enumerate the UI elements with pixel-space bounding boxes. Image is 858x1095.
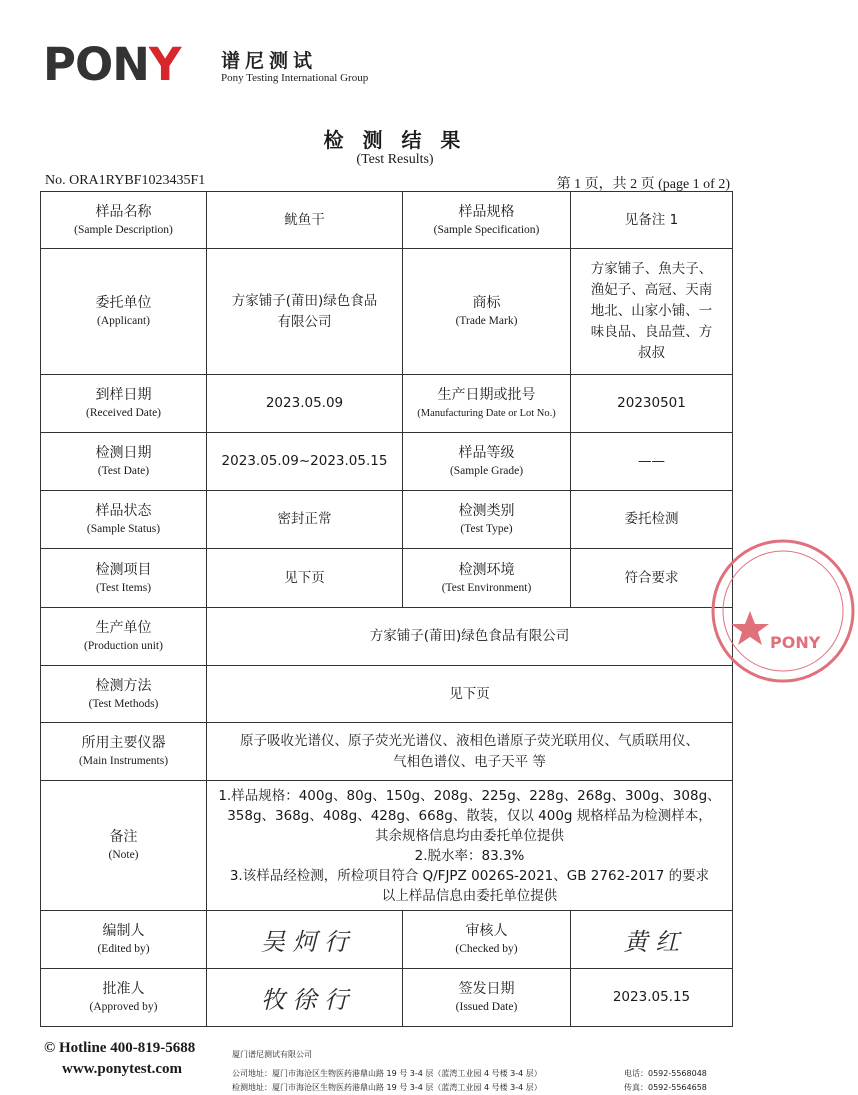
label-edited-by: 编制人 (Edited by) [41, 911, 207, 969]
value-main-instruments: 原子吸收光谱仪、原子荧光光谱仪、液相色谱原子荧光联用仪、气质联用仪、 气相色谱仪、电子天平 等 [207, 723, 733, 781]
value-test-date: 2023.05.09~2023.05.15 [207, 433, 403, 491]
label-test-environment: 检测环境 (Test Environment) [403, 549, 571, 608]
logo-mark [43, 38, 181, 91]
table-row [41, 666, 733, 723]
footer-company: 厦门谱尼测试有限公司 [232, 1050, 312, 1059]
value-applicant: 方家铺子(莆田)绿色食品 有限公司 [207, 249, 403, 375]
seal-text: PONY [770, 633, 821, 652]
footer-tel: 电话：0592-5568048 [624, 1069, 707, 1078]
footer-hotline: © Hotline 400-819-5688 [44, 1040, 196, 1056]
label-received-date: 到样日期 (Received Date) [41, 375, 207, 433]
label-trade-mark: 商标 (Trade Mark) [403, 249, 571, 375]
label-sample-status: 样品状态 (Sample Status) [41, 491, 207, 549]
logo-text: PONY [43, 38, 181, 91]
seal-star-icon [731, 611, 769, 645]
value-test-items: 见下页 [207, 549, 403, 608]
footer-address-2: 检测地址：厦门市海沧区生物医药港鼎山路 19 号 3-4 层（蓝湾工业园 4 号楼 3-4 层） [232, 1083, 542, 1092]
value-test-type: 委托检测 [571, 491, 733, 549]
page-info: 第 1 页，共 2 页 (page 1 of 2) [556, 177, 730, 192]
value-test-methods: 见下页 [207, 666, 733, 723]
label-production-unit: 生产单位 (Production unit) [41, 608, 207, 666]
value-manufacturing-date: 20230501 [571, 375, 733, 433]
signature-checked-by: 黄 红 [571, 911, 733, 969]
table-row [41, 433, 733, 491]
value-sample-grade: —— [571, 433, 733, 491]
value-sample-specification: 见备注 1 [571, 192, 733, 249]
label-sample-description: 样品名称 (Sample Description) [41, 192, 207, 249]
label-test-methods: 检测方法 (Test Methods) [41, 666, 207, 723]
company-name-en: Pony Testing International Group [221, 72, 369, 84]
table-row [41, 375, 733, 433]
label-sample-grade: 样品等级 (Sample Grade) [403, 433, 571, 491]
label-approved-by: 批准人 (Approved by) [41, 969, 207, 1027]
label-main-instruments: 所用主要仪器 (Main Instruments) [41, 723, 207, 781]
table-row [41, 192, 733, 249]
table-row [41, 491, 733, 549]
label-sample-specification: 样品规格 (Sample Specification) [403, 192, 571, 249]
label-test-items: 检测项目 (Test Items) [41, 549, 207, 608]
value-note: 1.样品规格：400g、80g、150g、208g、225g、228g、268g、300g、308g、 358g、368g、408g、428g、668g、散装，仅以 400g 规格样品为检测样本， 其余规格信息均由委托单位提供 2.脱水率：83.3% 3.该样品经检测，所检项目符合 Q/FJPZ 0026S-2021、GB 2762-2017 的要求 以上样品信息由委托单位提供 [207, 781, 733, 911]
page-title: 检 测 结 果 [323, 128, 467, 152]
table-row [41, 249, 733, 375]
value-trade-mark: 方家铺子、魚夫子、 渔妃子、高冠、天南 地北、山家小铺、一 味良品、良品萱、方 叔叔 [571, 249, 733, 375]
value-issued-date: 2023.05.15 [571, 969, 733, 1027]
value-received-date: 2023.05.09 [207, 375, 403, 433]
value-sample-status: 密封正常 [207, 491, 403, 549]
value-test-environment: 符合要求 [571, 549, 733, 608]
table-row [41, 969, 733, 1027]
company-name-cn: 谱尼测试 [221, 50, 318, 72]
footer-fax: 传真：0592-5564658 [624, 1083, 707, 1092]
page-subtitle: (Test Results) [356, 152, 434, 167]
footer-address-1: 公司地址：厦门市海沧区生物医药港鼎山路 19 号 3-4 层（蓝湾工业园 4 号楼 3-4 层） [232, 1069, 542, 1078]
signature-approved-by: 牧 徐 行 [207, 969, 403, 1027]
value-production-unit: 方家铺子(莆田)绿色食品有限公司 [207, 608, 733, 666]
label-applicant: 委托单位 (Applicant) [41, 249, 207, 375]
label-issued-date: 签发日期 (Issued Date) [403, 969, 571, 1027]
signature-edited-by: 吴 炣 行 [207, 911, 403, 969]
table-row [41, 723, 733, 781]
value-sample-description: 鱿鱼干 [207, 192, 403, 249]
label-test-type: 检测类别 (Test Type) [403, 491, 571, 549]
footer-website[interactable]: www.ponytest.com [62, 1061, 182, 1077]
table-row [41, 781, 733, 911]
table-row [41, 608, 733, 666]
results-table [40, 191, 733, 1027]
table-row [41, 911, 733, 969]
report-number: No. ORA1RYBF1023435F1 [45, 173, 206, 188]
label-test-date: 检测日期 (Test Date) [41, 433, 207, 491]
label-checked-by: 审核人 (Checked by) [403, 911, 571, 969]
label-manufacturing-date: 生产日期或批号 (Manufacturing Date or Lot No.) [403, 375, 571, 433]
table-row [41, 549, 733, 608]
company-seal [708, 536, 858, 686]
label-note: 备注 (Note) [41, 781, 207, 911]
